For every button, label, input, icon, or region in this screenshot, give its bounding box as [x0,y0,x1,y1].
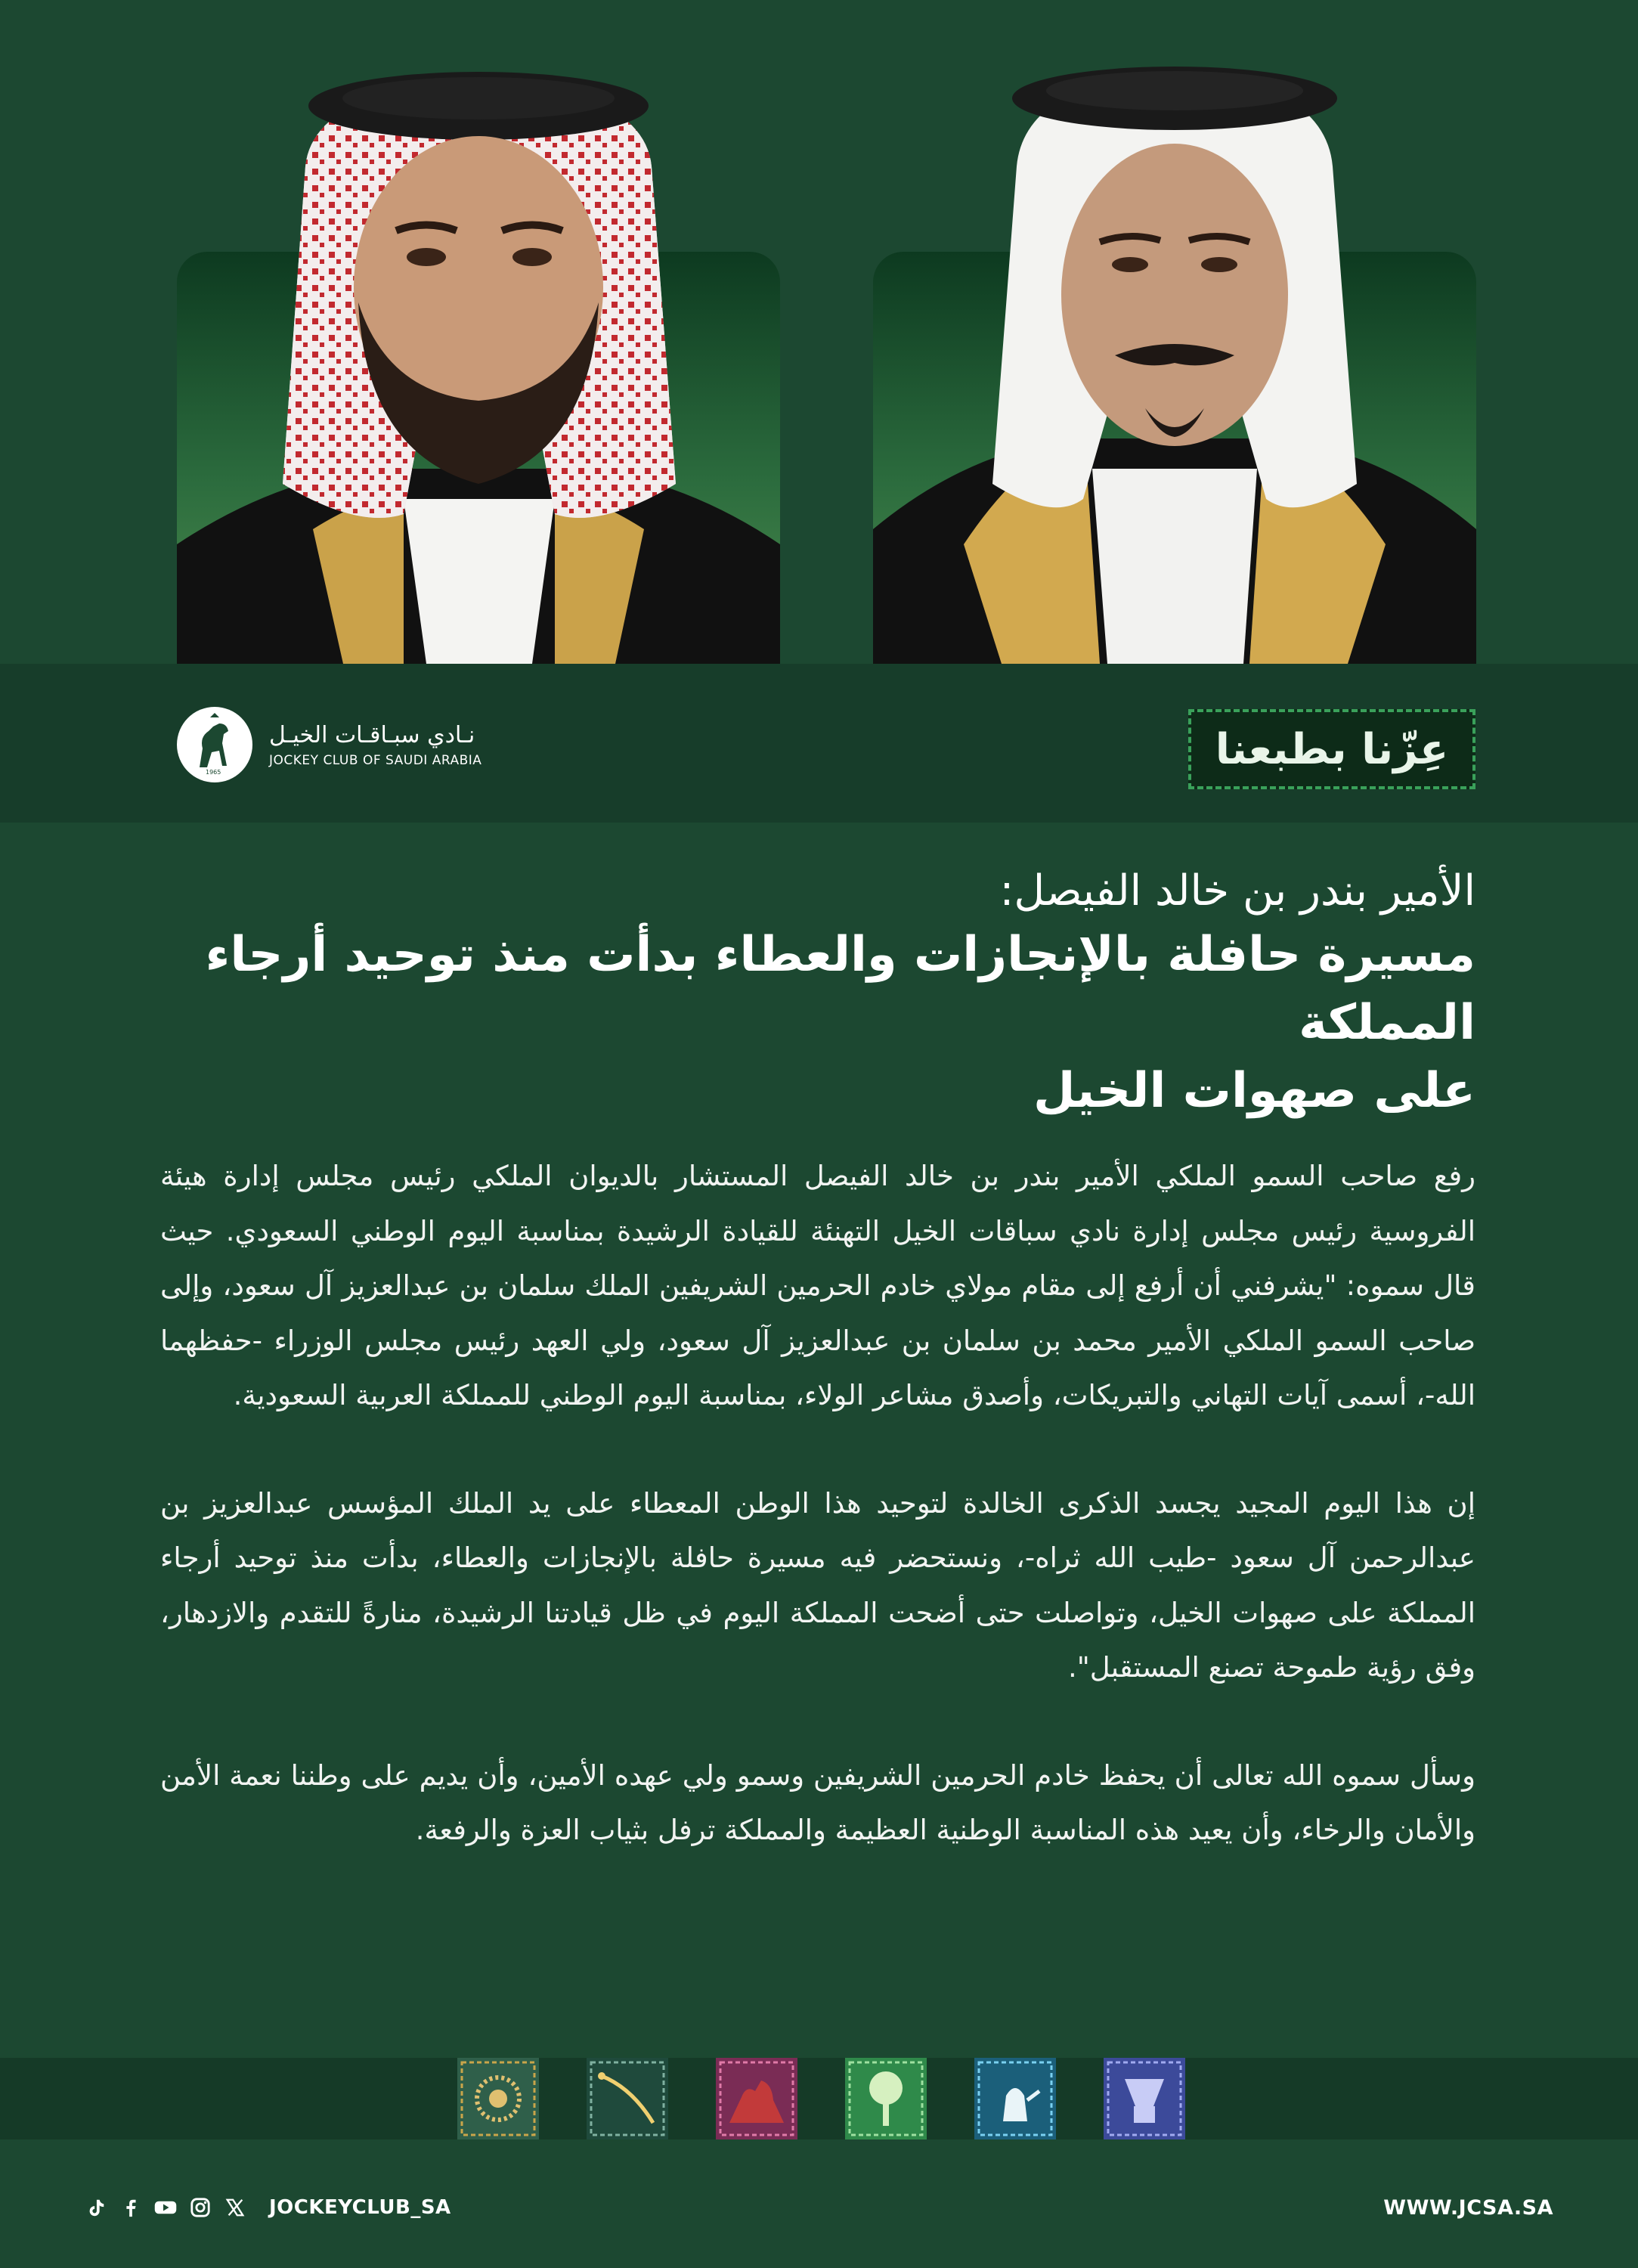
paragraph-1: رفع صاحب السمو الملكي الأمير بندر بن خالد الفيصل المستشار بالديوان الملكي رئيس مجلس إدارة هيئة الفروسية رئيس مجلس إدارة نادي سباقات الخيل التهنئة للقيادة الرشيدة بمناسبة اليوم الوطني السعودي. حيث قال سموه: "يشرفني أن أرفع إلى مقام مولاي خادم الحرمين الشريفين الملك سلمان بن عبدالعزيز آل سعود، وإلى صاحب السمو الملكي الأمير محمد بن سلمان بن عبدالعزيز آل سعود، ولي العهد رئيس مجلس الوزراء -حفظهما الله-، أسمى آيات التهاني والتبريكات، وأصدق مشاعر الولاء، بمناسبة اليوم الوطني للمملكة العربية السعودية. [160,1160,1475,1411]
club-name-english: JOCKEY CLUB OF SAUDI ARABIA [269,752,482,768]
headline-line-1: الأمير بندر بن خالد الفيصل: [999,866,1475,916]
social-links [85,2196,451,2219]
paragraph-3: وسأل سموه الله تعالى أن يحفظ خادم الحرمين الشريفين وسمو ولي عهده الأمين، وأن يديم على وطننا نعمة الأمن والأمان والرخاء، وأن يعيد هذه المناسبة الوطنية العظيمة والمملكة ترفل بثياب العزة والرفعة. [160,1758,1475,1846]
headline-line-3: على صهوات الخيل [1033,1063,1475,1119]
rock-formation-icon [716,2058,797,2139]
x-icon[interactable] [224,2196,246,2219]
coffee-pot-icon [974,2058,1056,2139]
article-body [160,1149,1475,1911]
facebook-icon[interactable] [119,2196,142,2219]
instagram-icon[interactable] [189,2196,212,2219]
paragraph-2: إن هذا اليوم المجيد يجسد الذكرى الخالدة لتوحيد هذا الوطن المعطاء على يد الملك المؤسس عبدالعزيز بن عبدالرحمن آل سعود -طيب الله ثراه-، ونستحضر فيه مسيرة حافلة بالإنجازات والعطاء، بدأت منذ توحيد أرجاء المملكة على صهوات الخيل، وتواصلت حتى أضحت المملكة اليوم في ظل قيادتنا الرشيدة، منارةً للتقدم والازدهار، وفق رؤية طموحة تصنع المستقبل". [160,1486,1475,1684]
campaign-text: عِزّنا بطبعنا [1215,724,1449,774]
horse-emblem-icon [177,707,252,782]
headline-line-2: مسيرة حافلة بالإنجازات والعطاء بدأت منذ توحيد أرجاء المملكة [205,927,1475,1051]
heritage-tiles [457,2058,1185,2139]
sword-icon [587,2058,668,2139]
founded-year: 1965 [206,769,221,776]
incense-burner-icon [1104,2058,1185,2139]
portrait-crown-prince [177,0,780,664]
youtube-icon[interactable] [154,2196,177,2219]
portrait-figure [177,0,780,664]
website-link[interactable]: WWW.JCSA.SA [1383,2196,1553,2220]
social-handle[interactable]: JOCKEYCLUB_SA [269,2196,451,2219]
star-ornament-icon [457,2058,539,2139]
portrait-figure [873,0,1476,664]
jockey-club-logo [177,707,481,782]
headline [145,862,1475,1125]
portrait-king [873,0,1476,664]
palm-tree-icon [845,2058,927,2139]
tiktok-icon[interactable] [85,2196,107,2219]
campaign-logo [1188,709,1475,789]
club-name-arabic: نـادي سبـاقـات الخيـل [269,721,475,748]
